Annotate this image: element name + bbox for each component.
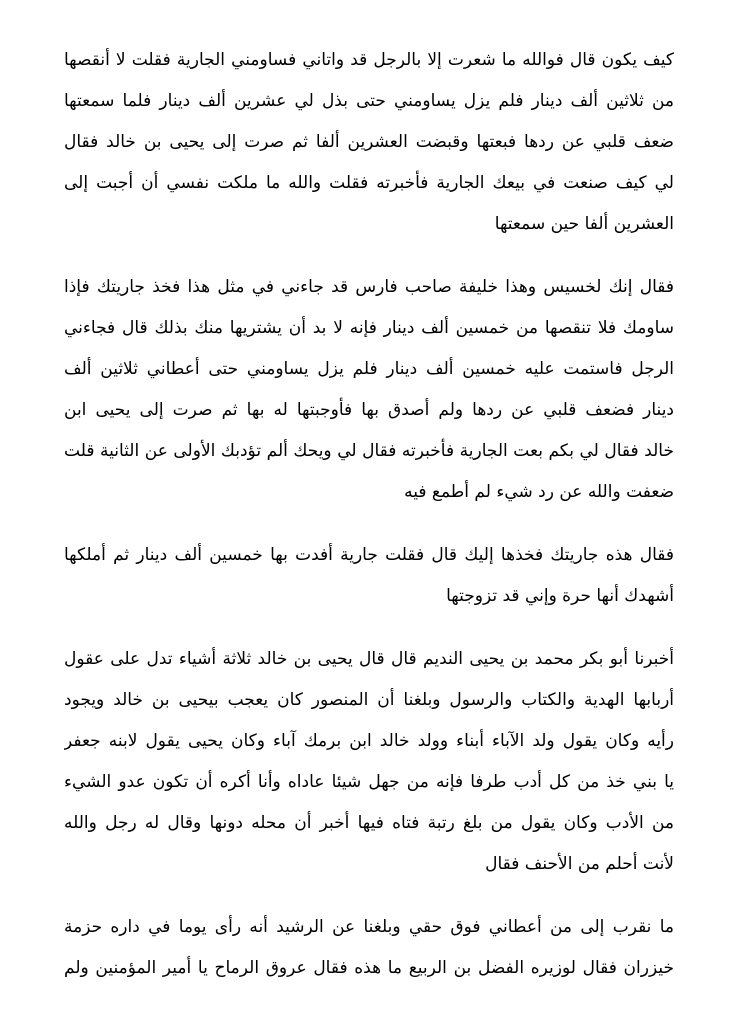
paragraph-1 — [64, 40, 674, 245]
text-line: الرجل فاستمت عليه خمسين ألف دينار فلم يزل يساومني حتى أعطاني ثلاثين ألف — [64, 359, 674, 379]
text-line: دينار فضعف قلبي عن ردها ولم أصدق بها فأوجبتها له بها ثم صرت إلى يحيى ابن — [64, 400, 674, 420]
text-line: رأيه وكان يقول ولد الآباء أبناء وولد خالد ابن برمك آباء وكان يحيى يقول لابنه جعفر — [64, 731, 674, 751]
paragraph-4 — [64, 639, 674, 885]
text-line: فقال هذه جاريتك فخذها إليك قال فقلت جارية أفدت بها خمسين ألف دينار ثم أملكها — [64, 545, 674, 565]
text-line: العشرين ألفا حين سمعتها — [494, 214, 674, 234]
text-line: أخبرنا أبو بكر محمد بن يحيى النديم قال قال يحيى بن خالد ثلاثة أشياء تدل على عقول — [64, 649, 674, 669]
text-line: أربابها الهدية والكتاب والرسول وبلغنا أن المنصور كان يعجب بيحيى بن خالد ويجود — [64, 690, 674, 710]
text-line: ساومك فلا تنقصها من خمسين ألف دينار فإنه لا بد أن يشتريها منك بذلك قال فجاءني — [64, 318, 674, 338]
text-line: لأنت أحلم من الأحنف فقال — [485, 854, 674, 874]
text-line: كيف يكون قال فوالله ما شعرت إلا بالرجل قد واتاني فساومني الجارية فقلت لا أنقصها — [64, 50, 674, 70]
text-line: أشهدك أنها حرة وإني قد تزوجتها — [446, 586, 674, 606]
text-line: يا بني خذ من كل أدب طرفا فإنه من جهل شيئا عاداه وأنا أكره أن تكون عدو الشيء — [64, 772, 674, 792]
text-line: من الأدب وكان يقول من بلغ رتبة فتاه فيها أخبر أن محله دونها وقال له رجل والله — [64, 813, 674, 833]
document-page — [64, 40, 674, 1011]
text-line: ضعف قلبي عن ردها فبعتها وقبضت العشرين ألفا ثم صرت إلى يحيى بن خالد فقال — [64, 132, 674, 152]
text-line: خيزران فقال لوزيره الفضل بن الربيع ما هذه فقال عروق الرماح يا أمير المؤمنين ولم — [64, 958, 674, 978]
text-line: من ثلاثين ألف دينار فلم يزل يساومني حتى بذل لي عشرين ألف دينار فلما سمعتها — [64, 91, 674, 111]
paragraph-5 — [64, 907, 674, 989]
paragraph-3 — [64, 535, 674, 617]
text-line: لي كيف صنعت في بيعك الجارية فأخبرته فقلت والله ما ملكت نفسي أن أجبت إلى — [64, 173, 674, 193]
text-line: فقال إنك لخسيس وهذا خليفة صاحب فارس قد جاءني في مثل هذا فخذ جاريتك فإذا — [64, 277, 674, 297]
text-line: ضعفت والله عن رد شيء لم أطمع فيه — [404, 482, 674, 502]
text-line: ما نقرب إلى من أعطاني فوق حقي وبلغنا عن الرشيد أنه رأى يوما في داره حزمة — [64, 917, 674, 937]
paragraph-2 — [64, 267, 674, 513]
text-line: خالد فقال لي بكم بعت الجارية فأخبرته فقال لي ويحك ألم تؤدبك الأولى عن الثانية قلت — [64, 441, 674, 461]
